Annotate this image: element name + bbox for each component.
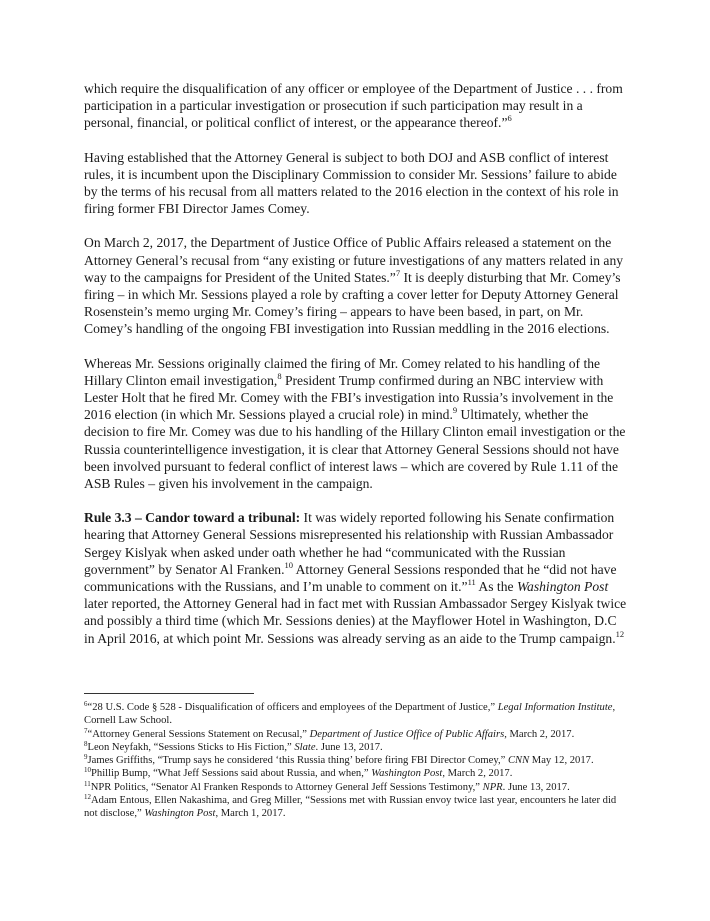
footnote-text: “Attorney General Sessions Statement on Recusal,”	[87, 728, 310, 740]
paragraph-4-text-b: President Trump confirmed during an NBC interview with Lester Holt that he fired Mr. Comey with the FBI’s investigation into Russia’s involvement in the 2016 election (in which Mr. Sessions played a crucial role) in mind.	[84, 372, 614, 423]
footnote-ref-11[interactable]: 11	[467, 577, 476, 588]
footnote-text: James Griffiths, “Trump says he considered ‘this Russia thing’ before firing FBI Director Comey,”	[87, 755, 508, 767]
footnote-text: NPR Politics, “Senator Al Franken Responds to Attorney General Jeff Sessions Testimony,”	[90, 781, 483, 793]
footnote-source: Legal Information Institute	[497, 702, 613, 713]
footnote-tail: , March 2, 2017.	[504, 728, 575, 740]
footnote-tail: , March 1, 2017.	[215, 808, 286, 820]
footnote-source: NPR	[482, 781, 503, 793]
paragraph-4	[84, 355, 630, 493]
footnote-tail: . June 13, 2017.	[502, 781, 570, 793]
footnote-tail: . June 13, 2017.	[315, 741, 383, 753]
footnote-ref-6[interactable]: 6	[507, 113, 512, 124]
footnote-number: 7	[84, 726, 88, 735]
footnote-8	[84, 741, 632, 754]
footnote-text: Phillip Bump, “What Jeff Sessions said about Russia, and when,”	[91, 768, 372, 780]
paragraph-5-text-d: later reported, the Attorney General had in fact met with Russian Ambassador Sergey Kislyak twice and possibly a third time (which Mr. Sessions denies) at the Mayflower Hotel in Washington, D.C in April 2016, at which point Mr. Sessions was already serving as an aide to the Trump campaign.	[84, 596, 627, 646]
paragraph-5-text-a: It was widely reported following his Senate confirmation hearing that Attorney General Sessions misrepresented his relationship with Russian Ambassador Sergey Kislyak when asked under oath whether he had “communicated with the Russian government” by Senator Al Franken.	[84, 510, 615, 577]
rule-3-3-heading: Rule 3.3 – Candor toward a tribunal:	[84, 510, 301, 526]
footnote-source: Washington Post	[371, 768, 443, 780]
footnote-number: 10	[84, 766, 91, 775]
footnote-ref-7[interactable]: 7	[395, 267, 401, 278]
footnote-11	[84, 781, 632, 794]
footnote-6	[84, 701, 632, 728]
paragraph-3	[84, 234, 630, 337]
footnote-ref-10[interactable]: 10	[284, 559, 293, 570]
footnote-number: 11	[84, 779, 91, 788]
footnote-text: Adam Entous, Ellen Nakashima, and Greg Miller, “Sessions met with Russian envoy twice last year, encounters he later did not disclose,”	[84, 795, 617, 820]
footnote-text: “28 U.S. Code § 528 - Disqualification of officers and employees of the Department of Justice,”	[87, 702, 498, 713]
paragraph-1	[84, 80, 630, 132]
footnote-source: CNN	[507, 755, 530, 767]
footnote-text: Leon Neyfakh, “Sessions Sticks to His Fiction,”	[87, 741, 295, 753]
paragraph-5	[84, 509, 630, 647]
footnote-divider	[84, 693, 254, 694]
footnote-tail: , March 2, 2017.	[442, 768, 513, 780]
footnote-number: 9	[84, 753, 88, 762]
footnotes	[84, 701, 632, 821]
footnote-tail: May 12, 2017.	[529, 755, 594, 767]
paragraph-3-text-b: It is deeply disturbing that Mr. Comey’s firing – in which Mr. Sessions played a role by crafting a cover letter for Deputy Attorney General Rosenstein’s memo urging Mr. Comey’s firing – appears to have been based, in part, on Mr. Comey’s handling of the ongoing FBI investigation into Russian meddling in the 2016 elections.	[84, 269, 621, 337]
paragraph-2	[84, 149, 630, 218]
footnote-10	[84, 767, 632, 780]
footnote-ref-8[interactable]: 8	[277, 370, 282, 381]
footnote-9	[84, 754, 632, 767]
footnote-source: Department of Justice Office of Public Affairs	[309, 728, 505, 740]
footnote-12	[84, 794, 632, 821]
paragraph-1-text: which require the disqualification of any officer or employee of the Department of Justice . . . from participation in a particular investigation or prosecution if such participation may result in a personal, financial, or political conflict of interest, or the appearance thereof.”	[84, 81, 623, 131]
paragraph-2-text: Having established that the Attorney General is subject to both DOJ and ASB conflict of interest rules, it is incumbent upon the Disciplinary Commission to consider Mr. Sessions’ failure to abide by the terms of his recusal from all matters related to the 2016 election in the context of his role in firing former FBI Director James Comey.	[84, 149, 619, 217]
footnote-number: 12	[84, 793, 91, 802]
paragraph-4-text-c: Ultimately, whether the decision to fire Mr. Comey was due to his handling of the Hillary Clinton email investigation or the Russia counterintelligence investigation, it is clear that Attorney General Sessions should not have been involved pursuant to federal conflict of interest laws – which are covered by Rule 1.11 of the ASB Rules – given his involvement in the campaign.	[84, 407, 626, 492]
footnote-source: Slate	[294, 741, 316, 753]
publication-title: Washington Post	[516, 579, 609, 595]
paragraph-4-text-a: Whereas Mr. Sessions originally claimed the firing of Mr. Comey related to his handling of the Hillary Clinton email investigation,	[84, 355, 601, 388]
body-text	[84, 80, 630, 647]
footnote-source: Washington Post	[144, 808, 216, 820]
footnote-number: 8	[84, 739, 88, 748]
paragraph-3-text-a: On March 2, 2017, the Department of Justice Office of Public Affairs released a statement on the Attorney General’s recusal from “any existing or future investigations of any matters related in any way to the campaigns for President of the United States.”	[84, 235, 624, 285]
paragraph-5-text-c: As the	[475, 579, 517, 595]
paragraph-5-text-b: Attorney General Sessions responded that he “did not have communications with the Russians, and I’m unable to comment on it.”	[84, 561, 617, 595]
footnote-ref-9[interactable]: 9	[452, 405, 458, 416]
footnote-number: 6	[84, 700, 88, 708]
footnote-ref-12[interactable]: 12	[615, 628, 625, 639]
footnote-tail: , Cornell Law School.	[84, 702, 616, 727]
footnote-7	[84, 728, 632, 741]
